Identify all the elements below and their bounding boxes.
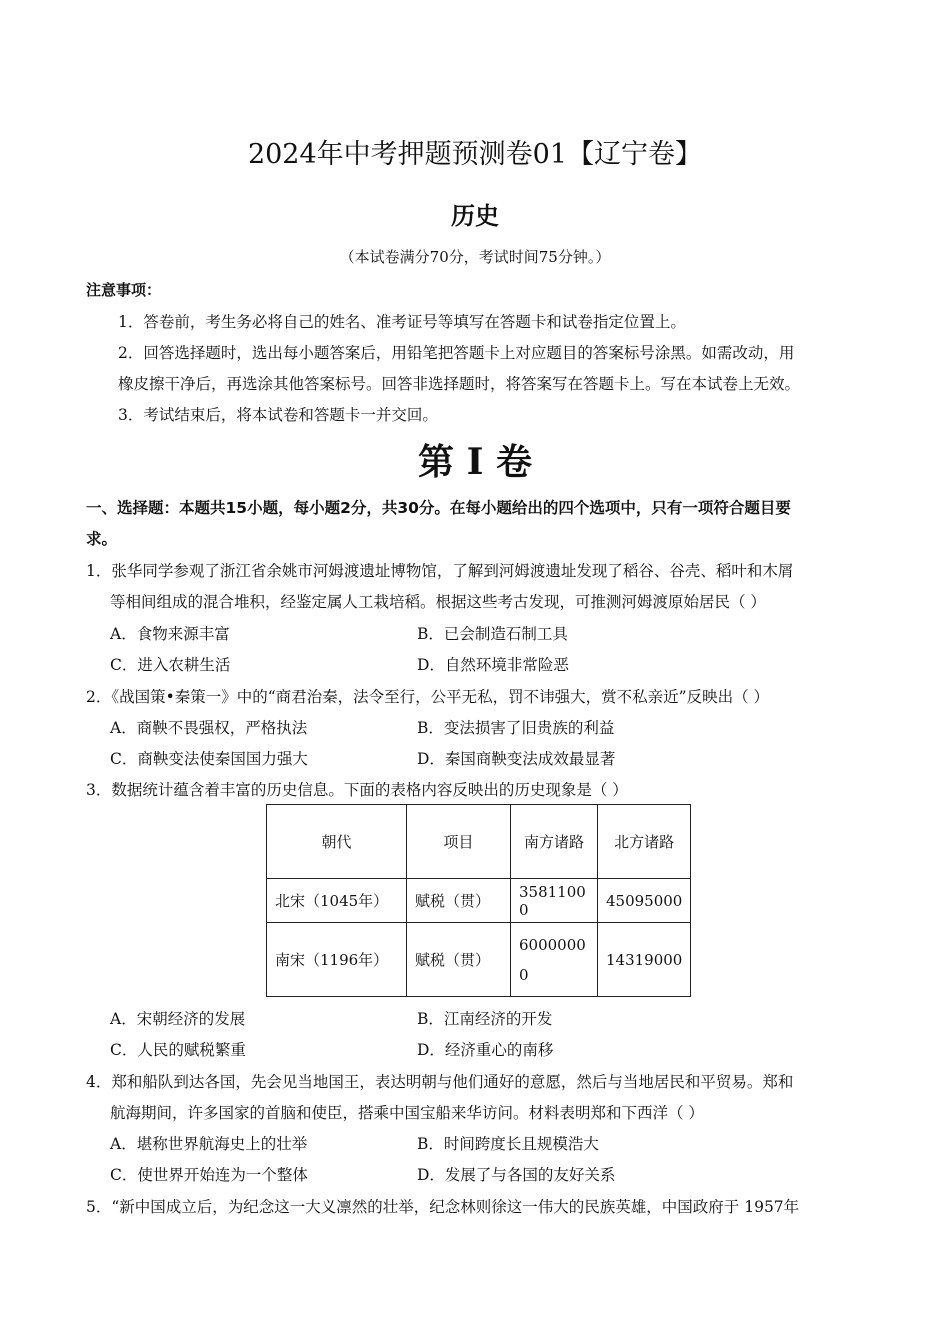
notice-item-2-line-2: 橡皮擦干净后，再选涂其他答案标号。回答非选择题时，将答案写在答题卡上。写在本试卷上无效。: [118, 375, 801, 393]
notice-item-1: 1．答卷前，考生务必将自己的姓名、准考证号等填写在答题卡和试卷指定位置上。: [118, 313, 686, 331]
score-info: （本试卷满分70分，考试时间75分钟。）: [339, 248, 611, 266]
exam-title: 2024年中考押题预测卷01【辽宁卷】: [247, 139, 703, 170]
table-header-cell: 项目: [407, 805, 511, 879]
question-4-option-c: C．使世界开始连为一个整体: [110, 1166, 308, 1184]
question-2-option-d: D．秦国商鞅变法成效最显著: [417, 750, 616, 768]
question-1-line-2: 等相间组成的混合堆积，经鉴定属人工栽培稻。根据这些考古发现，可推测河姆渡原始居民（ ）: [110, 593, 766, 611]
question-4-option-b: B．时间跨度长且规模浩大: [417, 1135, 599, 1153]
question-4-option-a: A．堪称世界航海史上的壮举: [110, 1135, 308, 1153]
table-cell: 赋税（贯）: [407, 923, 511, 997]
notice-item-2-line-1: 2．回答选择题时，选出每小题答案后，用铅笔把答题卡上对应题目的答案标号涂黑。如需改动，用: [118, 344, 795, 362]
table-header-cell: 北方诸路: [598, 805, 691, 879]
table-cell: 14319000: [598, 923, 691, 997]
subject-title: 历史: [451, 202, 499, 230]
question-2-line-1: 2．《战国策•秦策一》中的“商君治秦，法令至行，公平无私，罚不讳强大，赏不私亲近”反映出（ ）: [86, 688, 770, 706]
table-header-cell: 朝代: [267, 805, 407, 879]
section-intro-line-1: 一、选择题：本题共15小题，每小题2分，共30分。在每小题给出的四个选项中，只有一项符合题目要: [86, 499, 791, 517]
question-5-line-1: 5．“新中国成立后，为纪念这一大义凛然的壮举，纪念林则徐这一伟大的民族英雄，中国政府于 1957年: [86, 1198, 800, 1216]
question-1-option-a: A．食物来源丰富: [110, 625, 230, 643]
part-title: 第 I 卷: [418, 441, 532, 483]
question-1-line-1: 1．张华同学参观了浙江省余姚市河姆渡遗址博物馆，了解到河姆渡遗址发现了稻谷、谷壳、稻叶和木屑: [86, 562, 794, 580]
question-3-line-1: 3．数据统计蕴含着丰富的历史信息。下面的表格内容反映出的历史现象是（ ）: [86, 781, 628, 799]
question-3-option-b: B．江南经济的开发: [417, 1010, 553, 1028]
table-row: [267, 923, 691, 997]
table-row: [267, 879, 691, 923]
question-3-option-d: D．经济重心的南移: [417, 1041, 554, 1059]
table-cell: 赋税（贯）: [407, 879, 511, 923]
question-1-option-d: D．自然环境非常险恶: [417, 656, 569, 674]
question-4-line-2: 航海期间，许多国家的首脑和使臣，搭乘中国宝船来华访问。材料表明郑和下西洋（ ）: [110, 1104, 704, 1122]
table-cell: 南宋（1196年）: [267, 923, 407, 997]
notice-item-3: 3．考试结束后，将本试卷和答题卡一并交回。: [118, 406, 438, 424]
question-2-option-b: B．变法损害了旧贵族的利益: [417, 719, 615, 737]
question-3-option-c: C．人民的赋税繁重: [110, 1041, 246, 1059]
table-cell: 北宋（1045年）: [267, 879, 407, 923]
section-intro-line-2: 求。: [86, 530, 118, 548]
notice-heading: 注意事项：: [86, 281, 162, 299]
question-3-option-a: A．宋朝经济的发展: [110, 1010, 246, 1028]
question-2-option-a: A．商鞅不畏强权，严格执法: [110, 719, 308, 737]
table-header-cell: 南方诸路: [511, 805, 598, 879]
question-1-option-c: C．进入农耕生活: [110, 656, 231, 674]
question-4-line-1: 4．郑和船队到达各国，先会见当地国王，表达明朝与他们通好的意愿，然后与当地居民和平贸易。郑和: [86, 1073, 794, 1091]
table-cell: 45095000: [598, 879, 691, 923]
tax-table: [266, 804, 691, 997]
table-header-row: [267, 805, 691, 879]
table-cell: 35811000: [511, 879, 598, 923]
question-1-option-b: B．已会制造石制工具: [417, 625, 568, 643]
question-4-option-d: D．发展了与各国的友好关系: [417, 1166, 616, 1184]
table-cell: 60000000: [511, 923, 598, 997]
question-2-option-c: C．商鞅变法使秦国国力强大: [110, 750, 308, 768]
